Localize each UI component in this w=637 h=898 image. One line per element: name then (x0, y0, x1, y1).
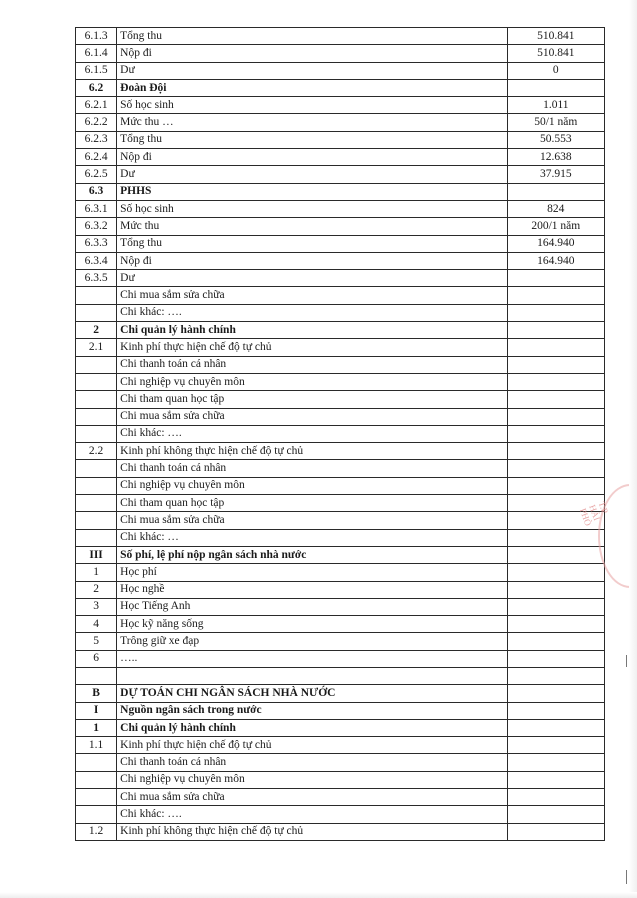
row-label-cell: Tổng thu (117, 235, 507, 252)
row-value-cell (507, 667, 604, 684)
row-label-cell: Kinh phí thực hiện chế độ tự chủ (117, 339, 507, 356)
row-label-cell: Học nghề (117, 581, 507, 598)
row-number-cell (76, 391, 117, 408)
row-label-cell: Chi thanh toán cá nhân (117, 460, 507, 477)
row-value-cell: 50.553 (507, 131, 604, 148)
table-row (76, 97, 605, 114)
row-label-cell: Chi mua sắm sửa chữa (117, 512, 507, 529)
row-label-cell: Chi quản lý hành chính (117, 322, 507, 339)
table-row (76, 79, 605, 96)
table-row (76, 391, 605, 408)
table-row (76, 270, 605, 287)
table-row (76, 771, 605, 788)
table-row (76, 373, 605, 390)
row-label-cell: Chi khác: …. (117, 304, 507, 321)
row-value-cell (507, 287, 604, 304)
row-number-cell: 4 (76, 616, 117, 633)
row-value-cell: 12.638 (507, 149, 604, 166)
row-label-cell: Chi nghiệp vụ chuyên môn (117, 771, 507, 788)
row-number-cell: 6.3.4 (76, 252, 117, 269)
table-row (76, 408, 605, 425)
table-row (76, 719, 605, 736)
row-number-cell: 2 (76, 581, 117, 598)
row-value-cell (507, 339, 604, 356)
row-label-cell: Dư (117, 270, 507, 287)
row-label-cell: Chi thanh toán cá nhân (117, 356, 507, 373)
row-number-cell: 5 (76, 633, 117, 650)
row-value-cell (507, 373, 604, 390)
row-label-cell: Dư (117, 62, 507, 79)
row-value-cell (507, 564, 604, 581)
row-number-cell: 1.1 (76, 737, 117, 754)
row-value-cell (507, 823, 604, 840)
table-row (76, 685, 605, 702)
row-label-cell: Nộp đi (117, 252, 507, 269)
row-label-cell: Tổng thu (117, 131, 507, 148)
page-edge-mark (626, 870, 627, 884)
row-label-cell: Mức thu (117, 218, 507, 235)
row-number-cell (76, 373, 117, 390)
row-label-cell: Chi khác: …. (117, 806, 507, 823)
row-value-cell (507, 633, 604, 650)
row-value-cell (507, 771, 604, 788)
row-number-cell (76, 477, 117, 494)
table-row (76, 183, 605, 200)
budget-table (75, 27, 605, 841)
row-number-cell: 6.1.4 (76, 45, 117, 62)
row-number-cell: 6.1.3 (76, 28, 117, 45)
row-number-cell (76, 287, 117, 304)
table-row (76, 62, 605, 79)
row-number-cell: 6.2.3 (76, 131, 117, 148)
stamp-text: T.P HẢI PHÒ (577, 500, 611, 528)
row-label-cell: Chi tham quan học tập (117, 391, 507, 408)
row-label-cell: Chi quản lý hành chính (117, 719, 507, 736)
row-label-cell: Chi khác: … (117, 529, 507, 546)
row-value-cell (507, 322, 604, 339)
row-number-cell (76, 771, 117, 788)
row-label-cell: Nguồn ngân sách trong nước (117, 702, 507, 719)
row-label-cell: Chi mua sắm sửa chữa (117, 408, 507, 425)
row-number-cell: 6.3.5 (76, 270, 117, 287)
row-label-cell: Trông giữ xe đạp (117, 633, 507, 650)
row-number-cell (76, 754, 117, 771)
table-row (76, 460, 605, 477)
row-number-cell (76, 667, 117, 684)
row-value-cell (507, 304, 604, 321)
table-row (76, 633, 605, 650)
table-row (76, 650, 605, 667)
row-label-cell (117, 667, 507, 684)
row-number-cell: 6.1.5 (76, 62, 117, 79)
table-row (76, 616, 605, 633)
table-row (76, 529, 605, 546)
row-number-cell (76, 495, 117, 512)
page-edge-shadow (629, 0, 637, 898)
row-label-cell: DỰ TOÁN CHI NGÂN SÁCH NHÀ NƯỚC (117, 685, 507, 702)
row-value-cell (507, 408, 604, 425)
row-number-cell (76, 529, 117, 546)
row-value-cell: 50/1 năm (507, 114, 604, 131)
table-row (76, 218, 605, 235)
row-value-cell: 200/1 năm (507, 218, 604, 235)
row-number-cell (76, 460, 117, 477)
table-row (76, 131, 605, 148)
table-row (76, 564, 605, 581)
row-number-cell: 2.1 (76, 339, 117, 356)
row-number-cell: I (76, 702, 117, 719)
row-value-cell (507, 754, 604, 771)
row-value-cell (507, 546, 604, 563)
row-value-cell (507, 477, 604, 494)
row-label-cell: Số phí, lệ phí nộp ngân sách nhà nước (117, 546, 507, 563)
row-label-cell: Kinh phí thực hiện chế độ tự chủ (117, 737, 507, 754)
row-label-cell: Học kỹ năng sống (117, 616, 507, 633)
row-value-cell (507, 789, 604, 806)
row-value-cell: 1.011 (507, 97, 604, 114)
row-number-cell: 6.3.3 (76, 235, 117, 252)
row-number-cell: 6.2 (76, 79, 117, 96)
row-number-cell (76, 304, 117, 321)
row-number-cell: 2.2 (76, 443, 117, 460)
row-label-cell: Học Tiếng Anh (117, 598, 507, 615)
page-edge-mark (626, 655, 627, 667)
row-number-cell: 3 (76, 598, 117, 615)
row-label-cell: Đoàn Đội (117, 79, 507, 96)
budget-table-body (76, 28, 605, 841)
row-value-cell (507, 183, 604, 200)
row-value-cell (507, 719, 604, 736)
row-number-cell (76, 806, 117, 823)
table-row (76, 737, 605, 754)
table-row (76, 754, 605, 771)
row-label-cell: Nộp đi (117, 149, 507, 166)
row-number-cell: 2 (76, 322, 117, 339)
row-label-cell: Dư (117, 166, 507, 183)
row-label-cell: Kinh phí không thực hiện chế độ tự chủ (117, 823, 507, 840)
row-number-cell: 6.2.5 (76, 166, 117, 183)
row-value-cell (507, 529, 604, 546)
row-value-cell: 510.841 (507, 45, 604, 62)
row-value-cell (507, 806, 604, 823)
table-row (76, 789, 605, 806)
row-label-cell: Tổng thu (117, 28, 507, 45)
table-row (76, 304, 605, 321)
table-row (76, 425, 605, 442)
row-value-cell: 164.940 (507, 235, 604, 252)
row-value-cell (507, 425, 604, 442)
table-row (76, 806, 605, 823)
row-number-cell: III (76, 546, 117, 563)
row-value-cell (507, 460, 604, 477)
table-row (76, 166, 605, 183)
row-label-cell: ….. (117, 650, 507, 667)
table-row (76, 702, 605, 719)
page-edge-shadow (0, 892, 637, 898)
row-label-cell: Mức thu … (117, 114, 507, 131)
row-value-cell: 510.841 (507, 28, 604, 45)
table-row (76, 546, 605, 563)
row-number-cell: 6.3.1 (76, 200, 117, 217)
row-value-cell (507, 737, 604, 754)
row-number-cell: 6.2.4 (76, 149, 117, 166)
row-number-cell: 1 (76, 564, 117, 581)
table-row (76, 235, 605, 252)
row-number-cell: 6.3 (76, 183, 117, 200)
row-label-cell: Nộp đi (117, 45, 507, 62)
row-number-cell (76, 408, 117, 425)
row-number-cell (76, 425, 117, 442)
table-row (76, 823, 605, 840)
row-value-cell: 164.940 (507, 252, 604, 269)
table-row (76, 495, 605, 512)
table-row (76, 200, 605, 217)
row-number-cell: 6 (76, 650, 117, 667)
row-value-cell (507, 79, 604, 96)
row-number-cell: 1.2 (76, 823, 117, 840)
row-label-cell: Chi nghiệp vụ chuyên môn (117, 373, 507, 390)
table-row (76, 356, 605, 373)
row-label-cell: Chi khác: …. (117, 425, 507, 442)
row-value-cell (507, 650, 604, 667)
row-label-cell: Chi mua sắm sửa chữa (117, 789, 507, 806)
row-number-cell: B (76, 685, 117, 702)
row-number-cell (76, 356, 117, 373)
row-number-cell: 1 (76, 719, 117, 736)
table-row (76, 252, 605, 269)
row-value-cell (507, 443, 604, 460)
row-label-cell: Học phí (117, 564, 507, 581)
row-number-cell: 6.2.2 (76, 114, 117, 131)
row-value-cell (507, 391, 604, 408)
row-value-cell: 0 (507, 62, 604, 79)
row-label-cell: Chi nghiệp vụ chuyên môn (117, 477, 507, 494)
row-label-cell: Số học sinh (117, 200, 507, 217)
row-number-cell (76, 789, 117, 806)
table-row (76, 114, 605, 131)
row-value-cell: 824 (507, 200, 604, 217)
table-row (76, 581, 605, 598)
row-label-cell: Chi tham quan học tập (117, 495, 507, 512)
table-row (76, 322, 605, 339)
row-label-cell: Số học sinh (117, 97, 507, 114)
table-row (76, 287, 605, 304)
table-row (76, 477, 605, 494)
table-row (76, 512, 605, 529)
table-row (76, 28, 605, 45)
row-label-cell: Chi thanh toán cá nhân (117, 754, 507, 771)
row-number-cell (76, 512, 117, 529)
table-row (76, 149, 605, 166)
row-value-cell (507, 581, 604, 598)
row-number-cell: 6.3.2 (76, 218, 117, 235)
row-value-cell (507, 685, 604, 702)
table-row (76, 667, 605, 684)
row-label-cell: Chi mua sắm sửa chữa (117, 287, 507, 304)
table-row (76, 598, 605, 615)
table-row (76, 45, 605, 62)
row-number-cell: 6.2.1 (76, 97, 117, 114)
row-value-cell (507, 616, 604, 633)
row-value-cell (507, 702, 604, 719)
row-label-cell: PHHS (117, 183, 507, 200)
row-label-cell: Kinh phí không thực hiện chế độ tự chủ (117, 443, 507, 460)
row-value-cell (507, 598, 604, 615)
row-value-cell (507, 356, 604, 373)
table-row (76, 339, 605, 356)
row-value-cell (507, 270, 604, 287)
table-row (76, 443, 605, 460)
row-value-cell: 37.915 (507, 166, 604, 183)
